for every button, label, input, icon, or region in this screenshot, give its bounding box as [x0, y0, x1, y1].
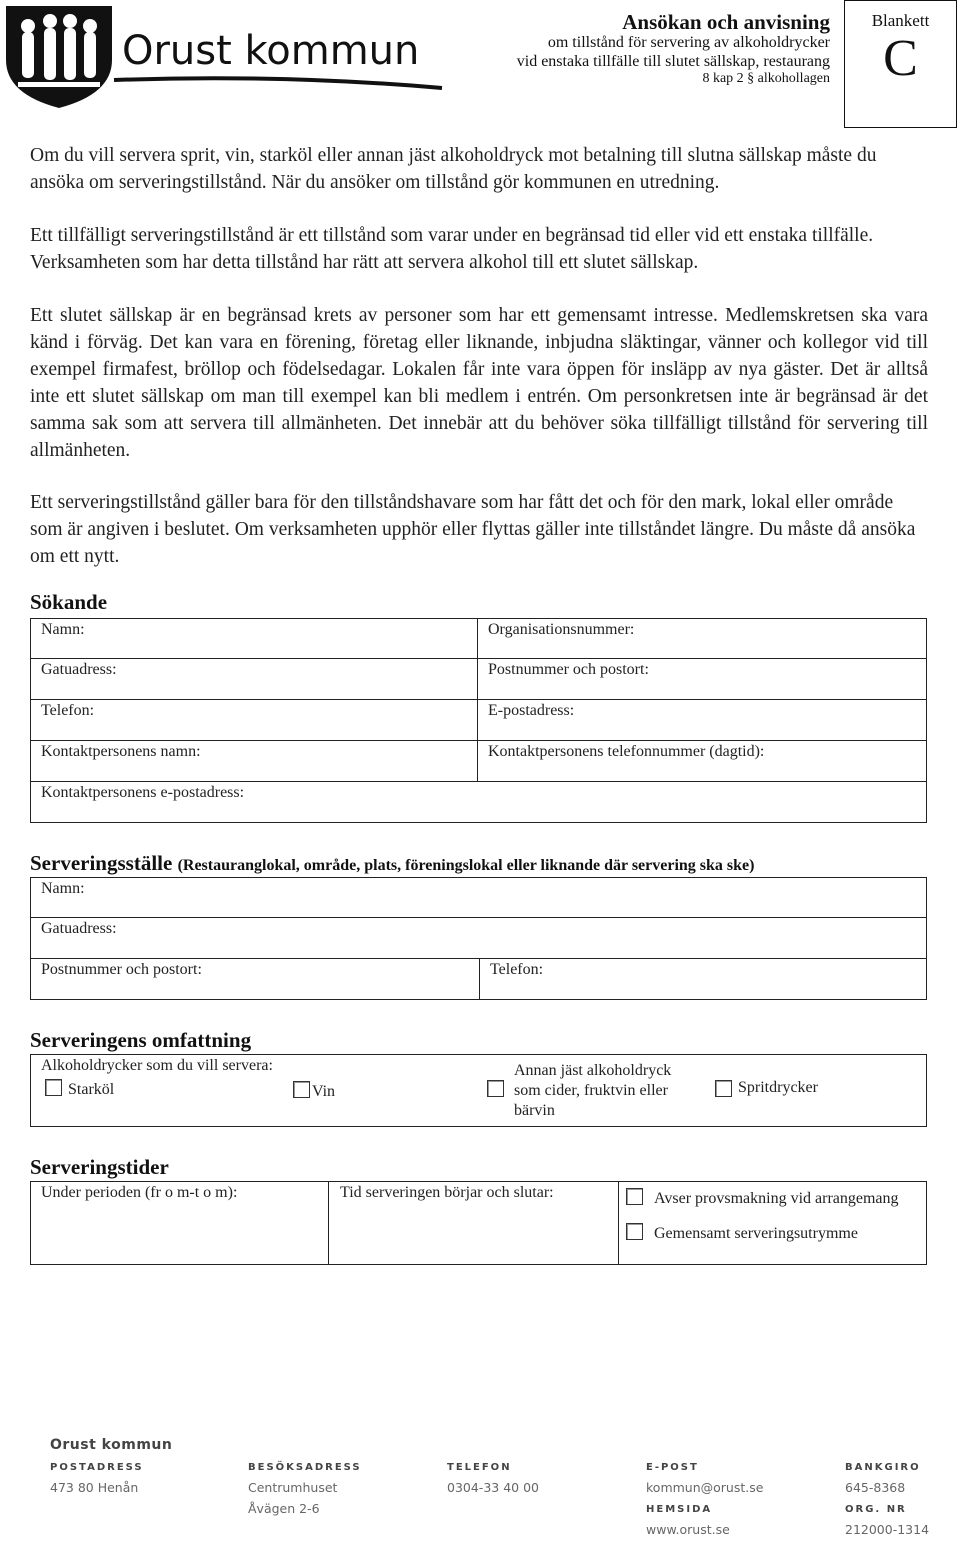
blankett-label: Blankett [871, 11, 930, 30]
label-spritdrycker: Spritdrycker [738, 1079, 818, 1096]
intro-paragraph-4: Ett serveringstillstånd gäller bara för den tillståndshavare som har fått det och för den mark, lokal eller område som är angiven i beslutet. Om verksamheten upphör eller flyttas gäller inte tillståndet längre. Du måste då ansöka om ett nytt. [30, 492, 916, 567]
intro-paragraph-3: Ett slutet sällskap är en begränsad krets av personer som har ett gemensamt intresse. Medlemskretsen ska vara känd i förväg. Det kan vara en förening, företag eller liknande, inbjudna släktingar, vänner och kollegor vid till exempel firmafest, bröllop och födelsedagar. Lokalen får inte vara öppen för insläpp av nya gäster. Det är alltså inte ett slutet sällskap om man till exempel kan bli medlem i entrén. Om personkretsen inte är begränsad är det samma sak som att servera till allmänheten. Det innebär att du behöver söka tillfälligt tillstånd för servering till allmänheten. [30, 305, 928, 461]
field-tid[interactable]: Tid serveringen börjar och slutar: [340, 1184, 554, 1201]
field-gatuadress[interactable]: Gatuadress: [41, 661, 117, 678]
footer-orgnr: 212000-1314 [845, 1522, 930, 1537]
field-stalle-postnummer[interactable]: Postnummer och postort: [41, 961, 202, 978]
footer-besok-line1: Centrumhuset [248, 1480, 338, 1495]
blankett-box [844, 0, 957, 128]
divider [30, 699, 927, 700]
intro-paragraph-1: Om du vill servera sprit, vin, starköl eller annan jäst alkoholdryck mot betalning till slutna sällskap måste du ansöka om serveringstillstånd. När du ansöker om tillstånd gör kommunen en utredning. [30, 145, 877, 193]
alkohol-intro-label: Alkoholdrycker som du vill servera: [41, 1057, 273, 1074]
field-stalle-telefon[interactable]: Telefon: [490, 961, 544, 978]
footer-hemsida-link[interactable]: www.orust.se [646, 1522, 730, 1537]
law-reference: 8 kap 2 § alkohollagen [702, 70, 830, 86]
section-heading-serveringstider: Serveringstider [30, 1155, 169, 1179]
section-heading-sokande: Sökande [30, 590, 108, 614]
checkbox-gemensamt[interactable] [626, 1223, 643, 1240]
field-namn[interactable]: Namn: [41, 621, 85, 638]
label-annan-jast-line2: som cider, fruktvin eller [514, 1082, 668, 1099]
footer-telefon: 0304-33 40 00 [447, 1480, 539, 1495]
form-title: Ansökan och anvisning [622, 10, 830, 34]
label-annan-jast [514, 1061, 671, 1121]
field-kontakt-telefon[interactable]: Kontaktpersonens telefonnummer (dagtid): [488, 743, 765, 760]
footer-bankgiro: 645-8368 [845, 1480, 906, 1495]
footer-besok-line2: Åvägen 2-6 [248, 1501, 320, 1516]
footer-bankgiro-heading: BANKGIRO [845, 1462, 921, 1473]
divider [30, 740, 927, 741]
field-epost[interactable]: E-postadress: [488, 702, 575, 719]
footer-epost-link[interactable]: kommun@orust.se [646, 1480, 764, 1495]
field-stalle-gatuadress[interactable]: Gatuadress: [41, 920, 117, 937]
form-subtitle-2: vid enstaka tillfälle till slutet sällskap, restaurang [516, 52, 830, 70]
section-heading-serveringsstalle [30, 851, 754, 876]
footer-telefon-heading: TELEFON [447, 1462, 512, 1473]
checkbox-starkol[interactable] [45, 1079, 62, 1096]
field-kontakt-namn[interactable]: Kontaktpersonens namn: [41, 743, 201, 760]
checkbox-annan-jast[interactable] [487, 1080, 504, 1097]
serveringsstalle-subheading: (Restauranglokal, område, plats, föreningslokal eller liknande där servering ska ske) [177, 857, 755, 874]
footer-hemsida-heading: HEMSIDA [646, 1504, 713, 1515]
field-kontakt-epost[interactable]: Kontaktpersonens e-postadress: [41, 784, 245, 801]
field-postnummer[interactable]: Postnummer och postort: [488, 661, 649, 678]
serveringsstalle-heading: Serveringsställe [30, 851, 173, 875]
label-vin: Vin [312, 1083, 336, 1100]
footer-organisation: Orust kommun [50, 1437, 173, 1453]
form-title-block [517, 10, 830, 87]
divider [30, 781, 927, 782]
blankett-letter: C [883, 30, 918, 87]
label-starkol: Starköl [68, 1081, 115, 1098]
footer-besok-heading: BESÖKSADRESS [248, 1462, 362, 1473]
field-period[interactable]: Under perioden (fr o m-t o m): [41, 1184, 238, 1201]
footer-orgnr-heading: ORG. NR [845, 1504, 907, 1515]
intro-paragraph-2: Ett tillfälligt serveringstillstånd är ett tillstånd som varar under en begränsad tid eller vid ett enstaka tillfälle. Verksamheten som har detta tillstånd har rätt att servera alkohol till ett slutet sällskap. [30, 225, 874, 273]
section-heading-omfattning: Serveringens omfattning [30, 1028, 252, 1052]
field-telefon[interactable]: Telefon: [41, 702, 95, 719]
label-annan-jast-line1: Annan jäst alkoholdryck [514, 1062, 672, 1079]
divider [477, 618, 478, 781]
label-annan-jast-line3: bärvin [514, 1102, 555, 1119]
field-stalle-namn[interactable]: Namn: [41, 880, 85, 897]
form-subtitle-1: om tillstånd för servering av alkoholdrycker [547, 34, 830, 52]
divider [618, 1181, 619, 1265]
footer-epost-heading: E-POST [646, 1462, 699, 1473]
divider [479, 958, 480, 1000]
footer-postadress-heading: POSTADRESS [50, 1462, 144, 1473]
footer-postadress: 473 80 Henån [50, 1480, 139, 1495]
logo-wordmark: Orust kommun [122, 28, 420, 74]
checkbox-spritdrycker[interactable] [715, 1080, 732, 1097]
label-provsmakning: Avser provsmakning vid arrangemang [654, 1190, 899, 1207]
divider [328, 1181, 329, 1265]
label-gemensamt: Gemensamt serveringsutrymme [654, 1225, 858, 1242]
checkbox-vin[interactable] [293, 1081, 310, 1098]
divider [30, 658, 927, 659]
checkbox-provsmakning[interactable] [626, 1188, 643, 1205]
divider [30, 917, 927, 918]
field-organisationsnummer[interactable]: Organisationsnummer: [488, 621, 635, 638]
